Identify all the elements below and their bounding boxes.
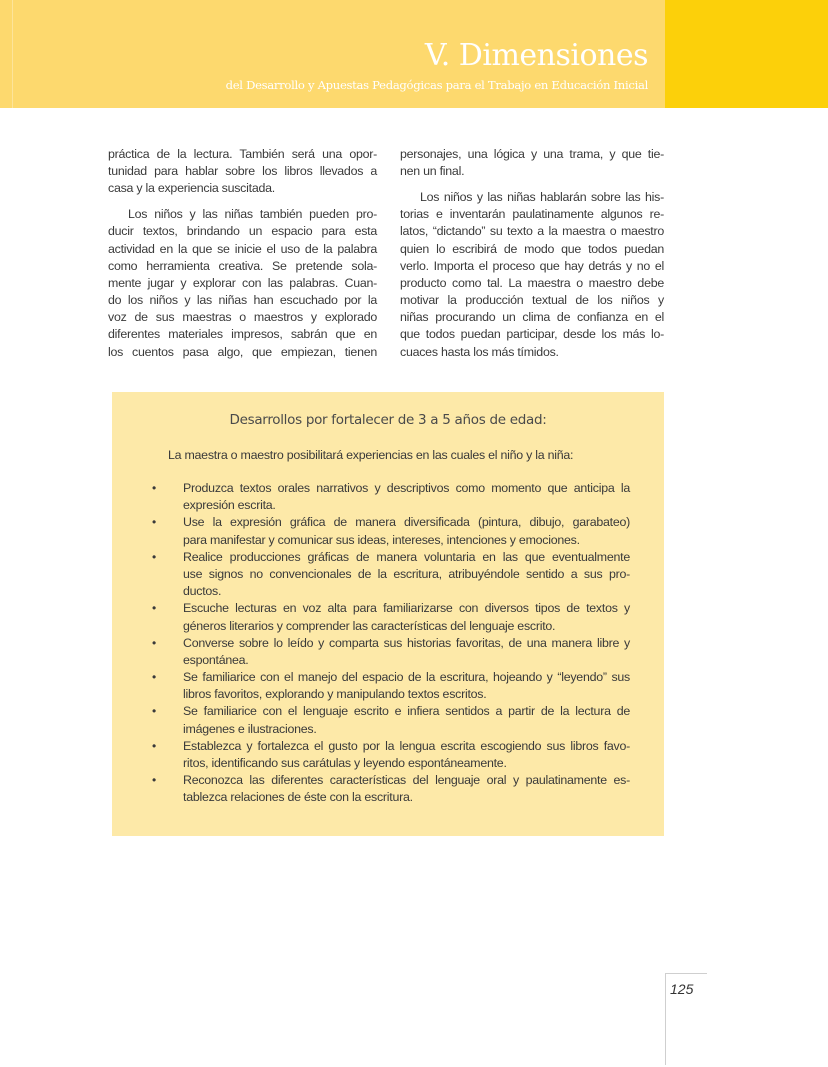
bullet-list xyxy=(152,480,630,807)
bullet-item xyxy=(152,514,630,548)
text-line: como herramienta creativa. Se pretende sola- xyxy=(108,258,377,273)
bullet-icon: • xyxy=(152,549,156,564)
text-line: do los niños y las niñas han escuchado por la xyxy=(108,293,377,308)
text-line: verlo. Importa el proceso que hay detrás y no el xyxy=(400,258,664,273)
bullet-line: expresión escrita. xyxy=(183,498,276,513)
text-line: voz de sus maestras o maestros y explorado xyxy=(108,310,377,325)
bullet-icon: • xyxy=(152,515,156,530)
text-line: mente jugar y explorar con las palabras. Cuan- xyxy=(108,275,377,290)
text-line: producto como tal. La maestra o maestro debe xyxy=(400,275,664,290)
text-line: quien lo escribirá de modo que todos puedan xyxy=(400,241,664,256)
bullet-line: Establezca y fortalezca el gusto por la lengua escrita escogiendo sus libros favo- xyxy=(183,738,630,753)
paragraph xyxy=(108,146,377,198)
bullet-icon: • xyxy=(152,670,156,685)
bullet-icon: • xyxy=(152,635,156,650)
page-header xyxy=(0,0,828,108)
chapter-subtitle: del Desarrollo y Apuestas Pedagógicas para el Trabajo en Educación Inicial xyxy=(225,78,648,92)
paragraph xyxy=(108,206,377,361)
bullet-line: Se familiarice con el manejo del espacio de la escritura, hojeando y “leyendo” sus xyxy=(183,670,630,685)
header-accent-block xyxy=(665,0,828,108)
bullet-item xyxy=(152,600,630,634)
bullet-item xyxy=(152,669,630,703)
bullet-item xyxy=(152,480,630,514)
bullet-line: Escuche lecturas en voz alta para familiarizarse con diversos tipos de textos y xyxy=(183,601,630,616)
bullet-item xyxy=(152,549,630,601)
text-line: cuaces hasta los más tímidos. xyxy=(400,344,559,359)
bullet-line: libros favoritos, explorando y manipulando textos escritos. xyxy=(183,687,487,702)
text-line: motivar la producción textual de los niños y xyxy=(400,293,664,308)
bullet-line: Converse sobre lo leído y comparta sus historias favoritas, de una manera libre y xyxy=(183,635,630,650)
text-line: torias e inventarán paulatinamente algunos re- xyxy=(400,207,664,222)
bullet-line: Realice producciones gráficas de manera voluntaria en las que eventualmente xyxy=(183,549,630,564)
text-line: nen un final. xyxy=(400,164,465,179)
chapter-title: V. Dimensiones xyxy=(424,38,648,73)
right-column xyxy=(400,146,664,369)
bullet-line: imágenes e ilustraciones. xyxy=(183,721,317,736)
text-line: que todos puedan participar, desde los más lo- xyxy=(400,327,664,342)
bullet-icon: • xyxy=(152,704,156,719)
bullet-item xyxy=(152,738,630,772)
bullet-line: Se familiarice con el lenguaje escrito e infiera sentidos a partir de la lectura de xyxy=(183,704,630,719)
bullet-icon: • xyxy=(152,481,156,495)
page-number: 125 xyxy=(670,981,694,997)
box-intro: La maestra o maestro posibilitará experiencias en las cuales el niño y la niña: xyxy=(168,448,574,462)
developments-box xyxy=(112,392,664,836)
paragraph xyxy=(400,189,664,361)
text-line: latos, “dictando” su texto a la maestra o maestro xyxy=(400,224,664,239)
text-line: práctica de la lectura. También será una opor- xyxy=(108,147,377,161)
bullet-line: para manifestar y comunicar sus ideas, intereses, intenciones y emociones. xyxy=(183,532,580,547)
bullet-line: Reconozca las diferentes características del lenguaje oral y paulatinamente es- xyxy=(183,773,630,788)
page-number-rule-horizontal xyxy=(665,973,707,974)
bullet-icon: • xyxy=(152,773,156,788)
text-line: los cuentos pasa algo, que empiezan, tienen xyxy=(108,344,377,359)
bullet-icon: • xyxy=(152,601,156,616)
text-line: diferentes materiales impresos, sabrán que en xyxy=(108,327,377,342)
text-line: tunidad para hablar sobre los libros llevados a xyxy=(108,164,377,179)
bullet-line: tablezca relaciones de éste con la escritura. xyxy=(183,790,413,805)
text-line: casa y la experiencia suscitada. xyxy=(108,181,275,196)
left-column xyxy=(108,146,377,369)
text-line: Los niños y las niñas también pueden pro- xyxy=(128,207,377,222)
bullet-item xyxy=(152,772,630,806)
box-title: Desarrollos por fortalecer de 3 a 5 años de edad: xyxy=(229,412,547,428)
header-edge-line xyxy=(12,0,13,108)
text-line: personajes, una lógica y una trama, y que tie- xyxy=(400,147,664,161)
bullet-icon: • xyxy=(152,738,156,753)
page-number-rule-vertical xyxy=(665,973,666,1065)
bullet-line: géneros literarios y comprender las características del lenguaje escrito. xyxy=(183,618,556,633)
bullet-line: espontánea. xyxy=(183,652,249,667)
bullet-line: ductos. xyxy=(183,584,222,599)
paragraph xyxy=(400,146,664,180)
bullet-item xyxy=(152,635,630,669)
bullet-line: ritos, identificando sus carátulas y leyendo espontáneamente. xyxy=(183,756,507,770)
bullet-line: Use la expresión gráfica de manera diversificada (pintura, dibujo, garabateo) xyxy=(183,515,630,530)
text-line: niñas procurando un clima de confianza en el xyxy=(400,310,664,325)
bullet-item xyxy=(152,703,630,737)
bullet-line: use signos no convencionales de la escritura, atribuyéndole sentido a sus pro- xyxy=(183,566,630,581)
text-line: Los niños y las niñas hablarán sobre las his- xyxy=(420,189,664,204)
bullet-line: Produzca textos orales narrativos y descriptivos como momento que anticipa la xyxy=(183,481,630,495)
text-line: ducir textos, brindando un espacio para esta xyxy=(108,224,377,239)
text-line: actividad en la que se inicie el uso de la palabra xyxy=(108,241,377,256)
